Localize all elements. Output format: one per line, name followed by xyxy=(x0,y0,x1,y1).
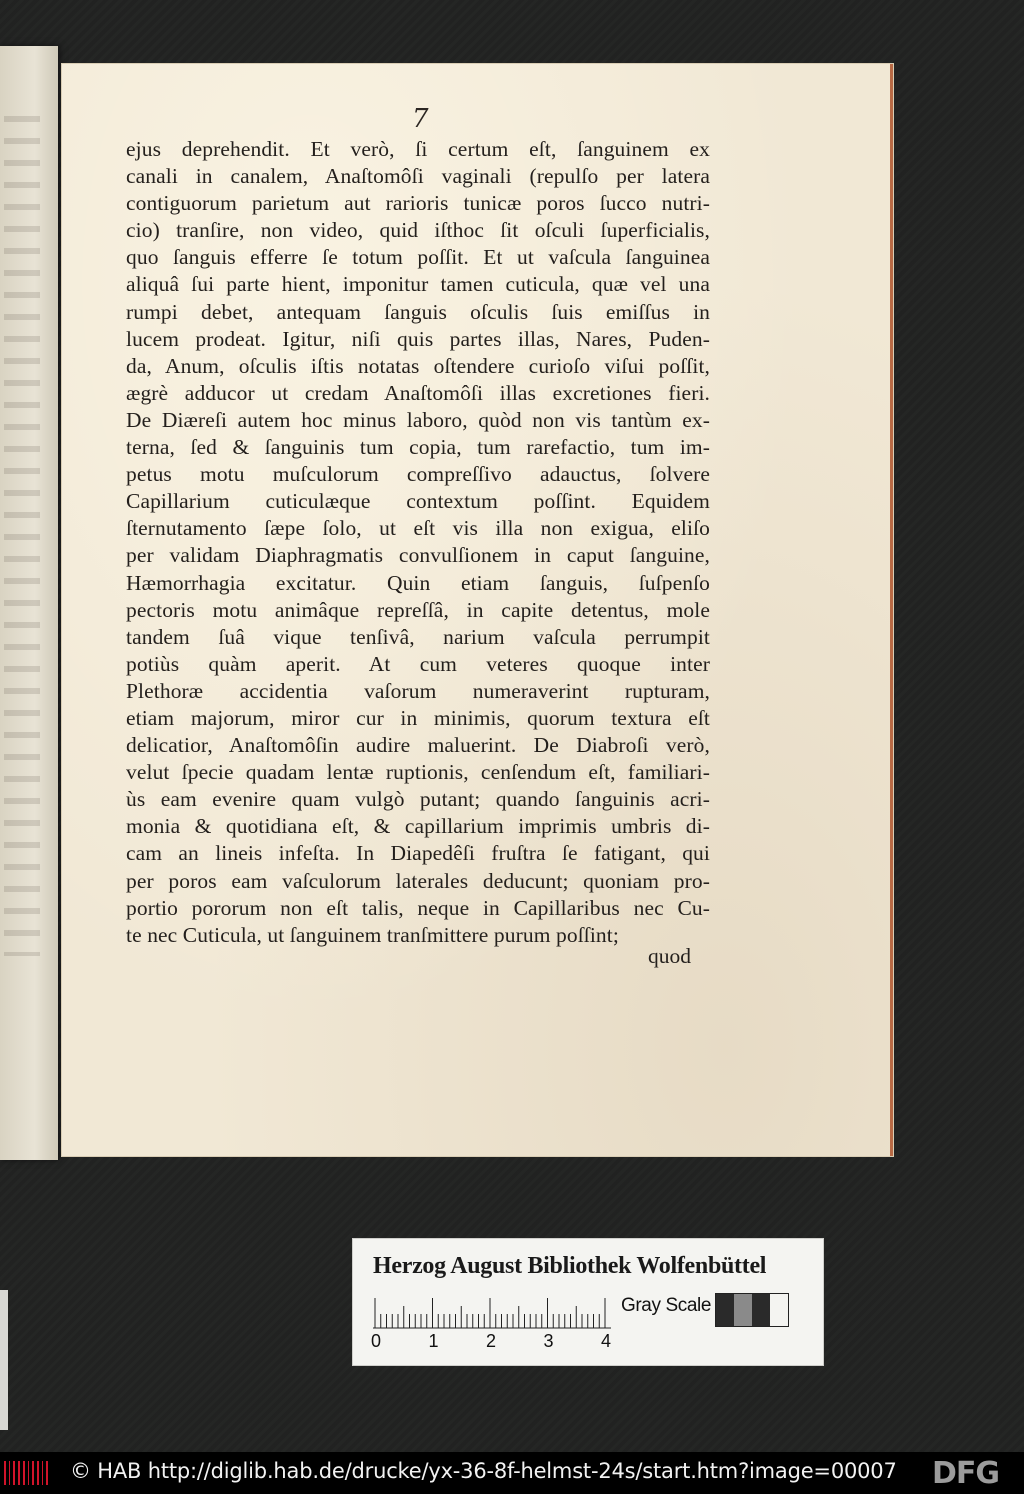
color-calibration-card xyxy=(352,1238,824,1366)
gray-swatch xyxy=(752,1294,770,1326)
hab-logo-icon xyxy=(4,1461,48,1485)
text-line: per validam Diaphragmatis convulſionem in caput ſanguine, xyxy=(126,543,710,568)
text-line: monia & quotidiana eſt, & capillarium imprimis umbris di- xyxy=(126,814,710,839)
text-line: cio) tranſire, non video, quid iſthoc ſit oſculi ſuperficialis, xyxy=(126,218,710,243)
text-line: rumpi debet, antequam ſanguis oſculis ſuis emiſſus in xyxy=(126,299,710,324)
ruler-digit: 4 xyxy=(601,1331,612,1351)
text-line: ejus deprehendit. Et verò, ſi certum eſt, ſanguinem ex xyxy=(126,137,710,161)
dfg-logo: DFG xyxy=(932,1456,1000,1491)
page-number: 7 xyxy=(412,104,429,134)
text-line: ægrè adducor ut credam Anaſtomôſi illas excretiones fieri. xyxy=(126,380,710,405)
text-line: petus motu muſculorum compreſſivo adauctus, ſolvere xyxy=(126,462,710,487)
gray-swatch xyxy=(734,1294,752,1326)
page-text xyxy=(126,136,710,949)
text-line: cam an lineis infeſta. In Diapedêſi fruſtra ſe fatigant, qui xyxy=(126,841,710,866)
text-line: De Diæreſi autem hoc minus laboro, quòd non vis tantùm ex- xyxy=(126,407,710,432)
ruler-digit: 0 xyxy=(371,1331,382,1351)
ruler xyxy=(373,1295,611,1329)
text-line: potiùs quàm aperit. At cum veteres quoque inter xyxy=(126,651,710,676)
text-line: ùs eam evenire quam vulgò putant; quando ſanguinis acri- xyxy=(126,787,710,812)
text-line: velut ſpecie quadam lentæ ruptionis, cenſendum eſt, familiari- xyxy=(126,760,710,785)
ruler-digit: 2 xyxy=(486,1331,497,1351)
text-line: delicatior, Anaſtomôſin audire maluerint. De Diabroſi verò, xyxy=(126,733,710,758)
catchword: quod xyxy=(648,944,691,968)
text-line: etiam majorum, miror cur in minimis, quorum textura eſt xyxy=(126,705,710,730)
gray-swatch xyxy=(716,1294,734,1326)
footer-url[interactable]: © HAB http://diglib.hab.de/drucke/yx-36-8f-helmst-24s/start.htm?image=00007 xyxy=(70,1459,897,1483)
text-line: Hæmorrhagia excitatur. Quin etiam ſanguis, ſuſpenſo xyxy=(126,570,710,595)
text-line: lucem prodeat. Igitur, niſi quis partes illas, Nares, Puden- xyxy=(126,326,710,351)
text-line: pectoris motu animâque repreſſâ, in capite detentus, mole xyxy=(126,597,710,622)
gray-scale-label: Gray Scale xyxy=(621,1295,711,1316)
edge-strip xyxy=(0,1290,8,1430)
text-line: canali in canalem, Anaſtomôſi vaginali (repulſo per latera xyxy=(126,164,710,189)
text-line: per poros eam vaſculorum laterales deducunt; quoniam pro- xyxy=(126,868,710,893)
previous-leaf-edge xyxy=(0,46,58,1160)
ruler-digit: 1 xyxy=(428,1331,439,1351)
ruler-digits xyxy=(371,1331,631,1355)
text-line: tandem ſuâ vique tenſivâ, narium vaſcula perrumpit xyxy=(126,624,710,649)
text-line: te nec Cuticula, ut ſanguinem tranſmittere purum poſſint; xyxy=(126,922,619,947)
text-line: contiguorum parietum aut rarioris tunicæ poros ſucco nutri- xyxy=(126,191,710,216)
footer-bar xyxy=(0,1452,1024,1494)
bleed-through-text xyxy=(4,116,40,956)
text-line: Plethoræ accidentia vaſorum numeraverint rupturam, xyxy=(126,678,710,703)
library-name: Herzog August Bibliothek Wolfenbüttel xyxy=(373,1253,767,1279)
text-line: aliquâ ſui parte hient, imponitur tamen cuticula, quæ vel una xyxy=(126,272,710,297)
text-line: Capillarium cuticulæque contextum poſſint. Equidem xyxy=(126,489,710,514)
text-line: ſternutamento ſæpe ſolo, ut eſt vis illa non exigua, eliſo xyxy=(126,516,710,541)
text-line: quo ſanguis efferre ſe totum poſſit. Et ut vaſcula ſanguinea xyxy=(126,245,710,270)
text-line: da, Anum, oſculis iſtis notatas oſtendere curioſo viſui poſſit, xyxy=(126,353,710,378)
ruler-digit: 3 xyxy=(543,1331,554,1351)
text-line: terna, ſed & ſanguinis tum copia, tum rarefactio, tum im- xyxy=(126,435,710,460)
gray-scale-swatches xyxy=(715,1293,789,1327)
gray-swatch xyxy=(770,1294,788,1326)
text-line: portio pororum non eſt talis, neque in Capillaribus nec Cu- xyxy=(126,895,710,920)
